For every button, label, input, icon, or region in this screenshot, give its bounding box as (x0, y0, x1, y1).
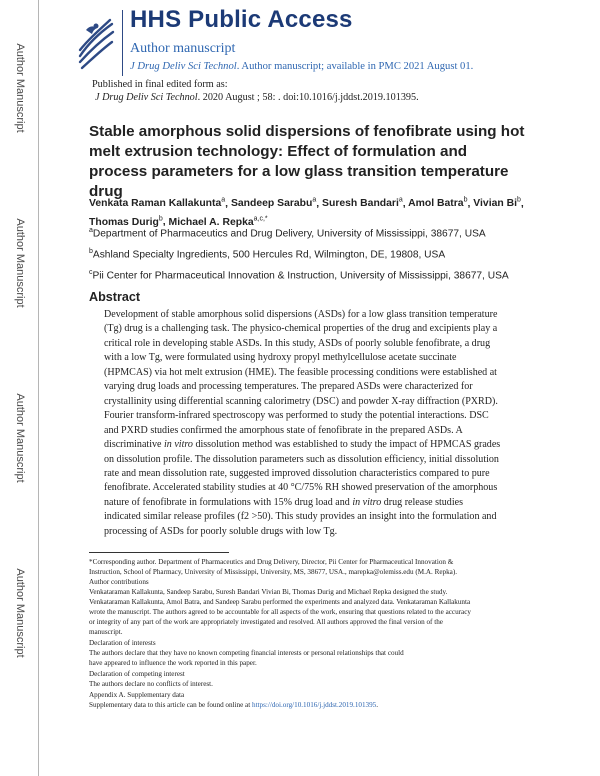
footnote-line: The authors declare no conflicts of interest. (89, 680, 213, 688)
article-title: Stable amorphous solid dispersions of fenofibrate using hot melt extrusion technology: Effect of formulation and process parameters for a low glass transition temperature drug (89, 123, 525, 200)
footnote-rule (89, 552, 229, 553)
side-label: Author Manuscript (14, 218, 26, 308)
abstract-body (104, 308, 526, 539)
margin-divider (38, 0, 39, 776)
footnote-line: Venkataraman Kallakunta, Amol Batra, and Sandeep Sarabu performed the experiments and analyzed data. Venkataraman Kallakunta (89, 598, 471, 606)
abstract-line: Fourier transform-infrared spectroscopy was performed to study the potential interactions. DSC (104, 410, 489, 422)
left-margin (0, 0, 40, 776)
affiliation: $^c$Pii Center for Pharmaceutical Innovation & Instruction, University of Mississippi, 38677, USA (89, 269, 509, 282)
author: Thomas Durig$^b$ (89, 215, 163, 228)
footnote-line: Venkataraman Kallakunta, Sandeep Sarabu, Suresh Bandari Vivian Bi, Thomas Durig and Michael Repka designed the study. (89, 588, 448, 596)
abstract-line: Development of stable amorphous solid dispersions (ASDs) for a low glass transition temperature (104, 309, 498, 320)
footnote-line: have appeared to influence the work reported in this paper. (89, 659, 257, 667)
appendix-heading: Appendix A. Supplementary data (89, 691, 185, 699)
publication-info (92, 78, 419, 104)
hhs-eagle-logo-icon (72, 10, 123, 76)
footnotes (89, 557, 559, 710)
abstract-line: varying drug loads and processing temperatures. The prepared ASDs were characterized for (104, 381, 473, 393)
header (70, 6, 590, 78)
abstract-line: critical role in developing stable ASDs. In this study, ASDs of poorly soluble fenofibrate, a drug (104, 337, 491, 349)
citation: J Drug Deliv Sci Technol. 2020 August ; 58: . doi:10.1016/j.jddst.2019.101395. (95, 92, 419, 103)
affiliation: $^a$Department of Pharmaceutics and Drug Delivery, University of Mississippi, 38677, USA (89, 227, 486, 240)
supplementary-line: Supplementary data to this article can be found online at https://doi.org/10.1016/j.jddst.2019.101395. (89, 701, 379, 709)
abstract-heading: Abstract (89, 290, 141, 304)
abstract-line: rate and mean dissolution rate, suggested improved dissolution characteristics compared to pure (104, 467, 490, 479)
footnote-line: wrote the manuscript. The authors agreed to be accountable for all aspects of the work, ensuring that questions related to the accuracy (89, 608, 471, 616)
side-label: Author Manuscript (14, 393, 26, 483)
abstract-line: on dissolution profile. The dissolution parameters such as dissolution efficiency, initial dissolution (104, 453, 499, 465)
abstract-line: and PXRD studies confirmed the amorphous state of fenofibrate in the prepared ASDs. A (104, 424, 463, 436)
abstract-line: crystallinity using differential scanning calorimetry (DSC) and powder X-ray diffraction (PXRD). (104, 395, 498, 407)
affiliation: $^b$Ashland Specialty Ingredients, 500 Hercules Rd, Wilmington, DE, 19808, USA (89, 248, 446, 261)
footnote-line: Instruction, School of Pharmacy, University of Mississippi, University, MS, 38677, USA., marepka@olemiss.edu (M.A. Repka). (89, 568, 457, 576)
author: Michael A. Repka$^{a,c,*}$ (168, 215, 268, 228)
author: Venkata Raman Kallakunta$^a$ (89, 197, 226, 210)
published-label: Published in final edited form as: (92, 79, 228, 90)
footnote-line: Author contributions (89, 578, 149, 586)
abstract-line: nature of fenofibrate in formulations with 15% drug load and in vitro drug release studies (104, 496, 463, 508)
abstract-line: indicated similar release profiles (f2 >50). This study provides an insight into the formulation and (104, 511, 497, 523)
author: Vivian Bi$^b$ (473, 197, 521, 210)
author-list: Venkata Raman Kallakunta$^a$, Sandeep Sarabu$^a$, Suresh Bandari$^a$, Amol Batra$^b$, Vivian Bi$^b$, Thomas Durig$^b$, Michael A. Repka$^{a,c,*}$ (89, 197, 524, 228)
footnote-line: *Corresponding author. Department of Pharmaceutics and Drug Delivery, Director, Pii Center for Pharmaceutical Innovation & (89, 558, 454, 566)
author: Amol Batra$^b$ (408, 197, 468, 210)
competing-heading: Declaration of competing interest (89, 670, 185, 678)
footnote-line: The authors declare that they have no known competing financial interests or personal relationships that could (89, 649, 404, 657)
author-manuscript-label: Author manuscript (130, 41, 236, 56)
abstract-line: processing of ASDs for poorly soluble drugs with low Tg. (104, 525, 338, 537)
abstract-line: discriminative in vitro dissolution method was established to study the impact of HPMCAS grades (104, 439, 501, 451)
footnote-line: or integrity of any part of the work are appropriately investigated and resolved. All authors approved the final version of the (89, 618, 443, 626)
side-label: Author Manuscript (14, 43, 26, 133)
side-label: Author Manuscript (14, 568, 26, 658)
abstract-line: with a low Tg, were formulated using hydroxy propyl methylcellulose acetate succinate (104, 352, 457, 364)
abstract-line: fenofibrate. Accelerated stability studies at 40 °C/75% RH showed preservation of the amorphous (104, 482, 498, 494)
author: Suresh Bandari$^a$ (322, 197, 403, 210)
hhs-public-access-title: HHS Public Access (130, 6, 353, 33)
abstract-line: (HPMCAS) via hot melt extrusion (HME). The feasible processing conditions were established at (104, 366, 497, 378)
supplementary-data-link[interactable]: https://doi.org/10.1016/j.jddst.2019.101395 (252, 701, 377, 709)
abstract-line: (Tg) drug is a challenging task. The physico-chemical properties of the drug and excipients play a (104, 323, 498, 335)
interests-heading: Declaration of interests (89, 639, 156, 647)
footnote-line: manuscript. (89, 628, 123, 636)
journal-availability: J Drug Deliv Sci Technol. Author manuscript; available in PMC 2021 August 01. (130, 61, 474, 72)
author: Sandeep Sarabu$^a$ (230, 197, 317, 210)
